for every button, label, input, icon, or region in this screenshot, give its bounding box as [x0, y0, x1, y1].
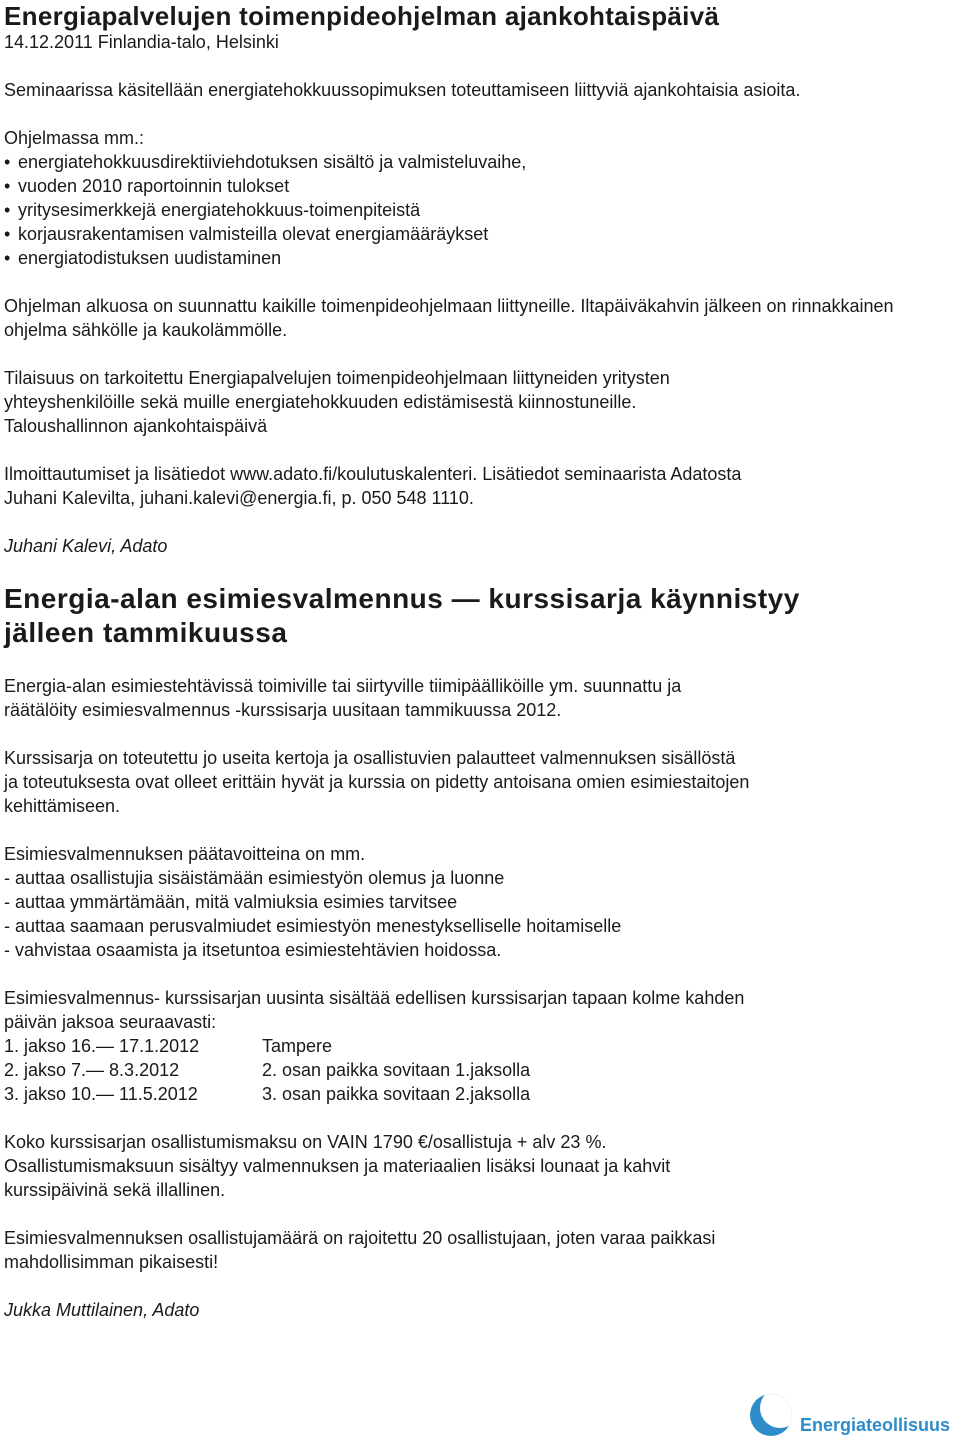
article-title: Energiapalvelujen toimenpideohjelman ajankohtaispäivä	[4, 1, 720, 31]
logo-text: Energiateollisuus	[799, 1415, 950, 1435]
schedule-place: 2. osan paikka sovitaan 1.jaksolla	[262, 1060, 531, 1080]
paragraph-line: Taloushallinnon ajankohtaispäivä	[4, 416, 268, 436]
author-signature-2: Jukka Muttilainen, Adato	[4, 1300, 200, 1320]
program-heading: Ohjelmassa mm.:	[4, 128, 145, 148]
paragraph-line: räätälöity esimiesvalmennus -kurssisarja uusitaan tammikuussa 2012.	[4, 700, 562, 720]
feedback-paragraph	[4, 746, 956, 818]
list-item: • vuoden 2010 raportoinnin tulokset	[4, 174, 956, 198]
goals-list	[4, 866, 956, 962]
list-item: • energiatehokkuusdirektiiviehdotuksen sisältö ja valmisteluvaihe,	[4, 150, 956, 174]
schedule-table	[4, 1034, 530, 1106]
paragraph-line: Esimiesvalmennus- kurssisarjan uusinta sisältää edellisen kurssisarjan tapaan kolme kahden	[4, 988, 745, 1008]
program-note: Ohjelman alkuosa on suunnattu kaikille toimenpideohjelmaan liittyneille. Iltapäiväkahvin jälkeen on rinnakkainen ohjelma sähkölle ja kaukolämmölle.	[4, 296, 894, 340]
schedule-period: 1. jakso 16.— 17.1.2012	[4, 1036, 200, 1056]
paragraph-line: mahdollisimman pikaisesti!	[4, 1252, 219, 1272]
registration-paragraph	[4, 462, 956, 510]
intro-paragraph-2	[4, 674, 956, 722]
list-item: • yritysesimerkkejä energiatehokkuus-toimenpiteistä	[4, 198, 956, 222]
paragraph-line: Tilaisuus on tarkoitettu Energiapalvelujen toimenpideohjelmaan liittyneiden yritysten	[4, 368, 670, 388]
paragraph-line: kehittämiseen.	[4, 796, 121, 816]
audience-paragraph	[4, 366, 956, 438]
paragraph-line: Esimiesvalmennuksen osallistujamäärä on rajoitettu 20 osallistujaan, joten varaa paikkasi	[4, 1228, 716, 1248]
paragraph-line: Osallistumismaksuun sisältyy valmennuksen ja materiaalien lisäksi lounaat ja kahvit	[4, 1156, 671, 1176]
title-line: Energia-alan esimiesvalmennus — kurssisarja käynnistyy	[4, 583, 800, 614]
newsletter-page	[4, 0, 956, 1322]
paragraph-line: Energia-alan esimiestehtävissä toimiville tai siirtyville tiimipäälliköille ym. suunnattu ja	[4, 676, 682, 696]
program-list	[4, 150, 956, 270]
event-date-place: 14.12.2011 Finlandia-talo, Helsinki	[4, 32, 279, 52]
table-row	[4, 1034, 530, 1058]
schedule-period: 2. jakso 7.— 8.3.2012	[4, 1060, 180, 1080]
table-row	[4, 1082, 530, 1106]
energiateollisuus-logo	[750, 1394, 950, 1436]
intro-paragraph: Seminaarissa käsitellään energiatehokkuussopimuksen toteuttamiseen liittyviä ajankohtaisia asioita.	[4, 80, 801, 100]
paragraph-line: Juhani Kalevilta, juhani.kalevi@energia.fi, p. 050 548 1110.	[4, 488, 474, 508]
list-item: - auttaa saamaan perusvalmiudet esimiestyön menestykselliselle hoitamiselle	[4, 916, 622, 936]
schedule-intro	[4, 986, 956, 1034]
paragraph-line: yhteyshenkilöille sekä muille energiatehokkuuden edistämisestä kiinnostuneille.	[4, 392, 637, 412]
paragraph-line: päivän jaksoa seuraavasti:	[4, 1012, 217, 1032]
paragraph-line: Ilmoittautumiset ja lisätiedot www.adato.fi/koulutuskalenteri. Lisätiedot seminaarista Adatosta	[4, 464, 742, 484]
list-item: - vahvistaa osaamista ja itsetuntoa esimiestehtävien hoidossa.	[4, 940, 502, 960]
paragraph-line: Kurssisarja on toteutettu jo useita kertoja ja osallistuvien palautteet valmennuksen sisällöstä	[4, 748, 736, 768]
list-item: • korjausrakentamisen valmisteilla olevat energiamääräykset	[4, 222, 956, 246]
article-title-2	[4, 582, 956, 650]
list-item: • energiatodistuksen uudistaminen	[4, 246, 956, 270]
schedule-place: Tampere	[262, 1036, 333, 1056]
limit-paragraph	[4, 1226, 956, 1274]
schedule-place: 3. osan paikka sovitaan 2.jaksolla	[262, 1084, 531, 1104]
goals-heading: Esimiesvalmennuksen päätavoitteina on mm.	[4, 844, 366, 864]
logo-mark-icon	[750, 1394, 792, 1436]
paragraph-line: ja toteutuksesta ovat olleet erittäin hyvät ja kurssia on pidetty antoisana omien esimiestaitojen	[4, 772, 750, 792]
price-paragraph	[4, 1130, 956, 1202]
author-signature: Juhani Kalevi, Adato	[4, 536, 168, 556]
table-row	[4, 1058, 530, 1082]
paragraph-line: kurssipäivinä sekä illallinen.	[4, 1180, 226, 1200]
list-item: - auttaa osallistujia sisäistämään esimiestyön olemus ja luonne	[4, 868, 505, 888]
schedule-period: 3. jakso 10.— 11.5.2012	[4, 1084, 198, 1104]
list-item: - auttaa ymmärtämään, mitä valmiuksia esimies tarvitsee	[4, 892, 458, 912]
title-line: jälleen tammikuussa	[4, 617, 288, 648]
paragraph-line: Koko kurssisarjan osallistumismaksu on VAIN 1790 €/osallistuja + alv 23 %.	[4, 1132, 607, 1152]
